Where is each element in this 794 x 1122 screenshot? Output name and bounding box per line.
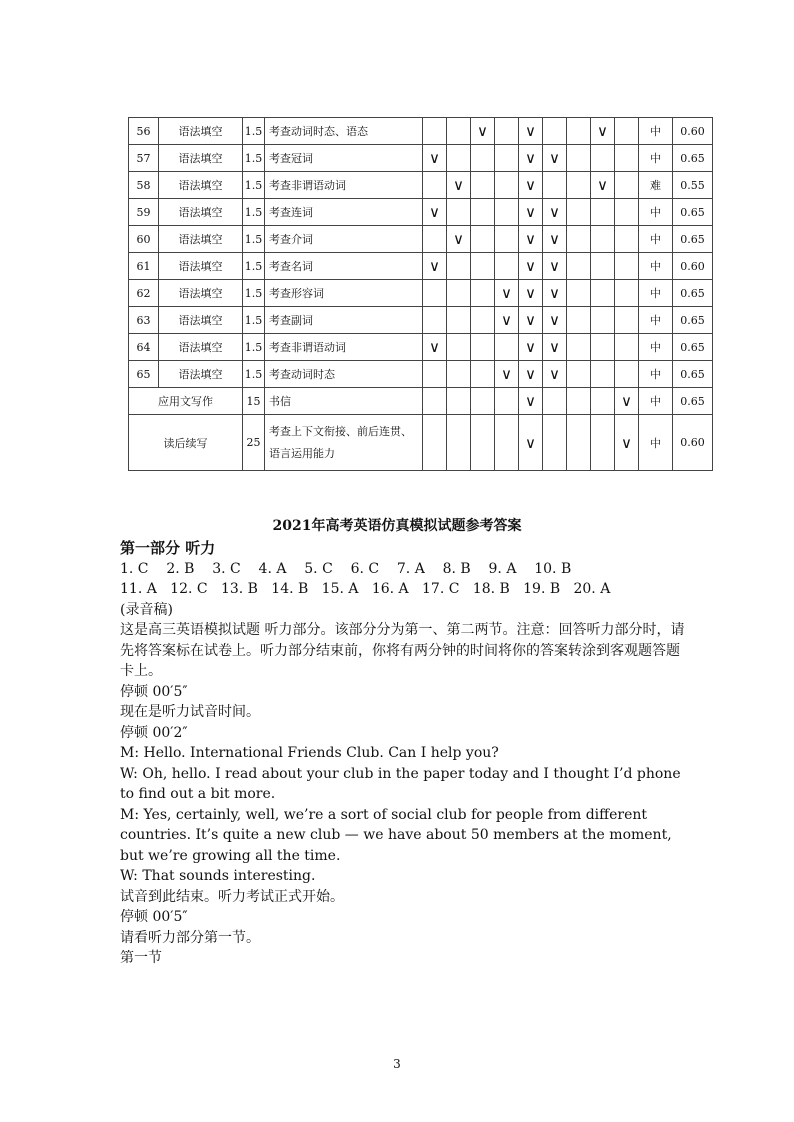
tick-mark: ∨ — [543, 280, 567, 307]
transcript-line: 现在是听力试音时间。 — [120, 704, 260, 720]
question-type: 语法填空 — [159, 307, 243, 334]
difficulty-level: 中 — [639, 388, 673, 415]
empty-cell — [471, 280, 495, 307]
question-score: 1.5 — [243, 280, 265, 307]
table-row — [129, 226, 713, 253]
empty-cell — [591, 253, 615, 280]
difficulty-value: 0.60 — [673, 415, 713, 471]
question-number: 56 — [129, 118, 159, 145]
tick-mark: ∨ — [519, 145, 543, 172]
empty-cell — [591, 280, 615, 307]
empty-cell — [447, 253, 471, 280]
knowledge-point — [265, 415, 423, 471]
transcript-line: 试音到此结束。听力考试正式开始。 — [120, 888, 344, 905]
knowledge-point: 考查副词 — [265, 307, 423, 334]
question-number: 64 — [129, 334, 159, 361]
question-type: 语法填空 — [159, 118, 243, 145]
transcript-line: 这是高三英语模拟试题 听力部分。该部分分为第一、第二两节。注意：回答听力部分时，请先将答案标在试卷上。听力部分结束前，你将有两分钟的时间将你的答案转涂到客观题答题卡上。 — [120, 622, 685, 679]
empty-cell — [615, 172, 639, 199]
difficulty-level: 难 — [639, 172, 673, 199]
question-score: 15 — [243, 388, 265, 415]
empty-cell — [471, 172, 495, 199]
empty-cell — [423, 280, 447, 307]
transcript-line: M: Yes, certainly, well, we’re a sort of social club for people from different countries. It’s quite a new club — we have about 50 members at the moment, but we’re growing all the time. — [120, 806, 672, 864]
tick-mark: ∨ — [519, 199, 543, 226]
empty-cell — [615, 145, 639, 172]
table-row — [129, 199, 713, 226]
tick-mark: ∨ — [543, 199, 567, 226]
question-type: 读后续写 — [129, 415, 243, 471]
question-score: 1.5 — [243, 307, 265, 334]
empty-cell — [567, 334, 591, 361]
question-type: 应用文写作 — [129, 388, 243, 415]
page-number: 3 — [393, 1057, 401, 1071]
difficulty-value: 0.65 — [673, 280, 713, 307]
question-type: 语法填空 — [159, 226, 243, 253]
answer-row-2: 11. A 12. C 13. B 14. B 15. A 16. A 17. C 18. B 19. B 20. A — [120, 581, 611, 597]
tick-mark: ∨ — [615, 415, 639, 471]
tick-mark: ∨ — [543, 145, 567, 172]
question-score: 1.5 — [243, 253, 265, 280]
difficulty-value: 0.60 — [673, 253, 713, 280]
empty-cell — [495, 118, 519, 145]
empty-cell — [471, 388, 495, 415]
empty-cell — [471, 334, 495, 361]
table-row — [129, 334, 713, 361]
difficulty-value: 0.65 — [673, 388, 713, 415]
empty-cell — [471, 361, 495, 388]
table-row — [129, 415, 713, 471]
difficulty-value: 0.65 — [673, 145, 713, 172]
empty-cell — [567, 415, 591, 471]
difficulty-value: 0.65 — [673, 226, 713, 253]
tick-mark: ∨ — [543, 226, 567, 253]
knowledge-point: 考查介词 — [265, 226, 423, 253]
empty-cell — [615, 226, 639, 253]
empty-cell — [567, 388, 591, 415]
tick-mark: ∨ — [519, 415, 543, 471]
question-type: 语法填空 — [159, 199, 243, 226]
empty-cell — [423, 226, 447, 253]
tick-mark: ∨ — [519, 172, 543, 199]
difficulty-level: 中 — [639, 361, 673, 388]
tick-mark: ∨ — [519, 388, 543, 415]
empty-cell — [495, 388, 519, 415]
empty-cell — [471, 226, 495, 253]
empty-cell — [447, 118, 471, 145]
empty-cell — [423, 361, 447, 388]
question-score: 1.5 — [243, 334, 265, 361]
tick-mark: ∨ — [495, 307, 519, 334]
empty-cell — [471, 199, 495, 226]
question-number: 62 — [129, 280, 159, 307]
tick-mark: ∨ — [423, 145, 447, 172]
empty-cell — [495, 334, 519, 361]
question-type: 语法填空 — [159, 253, 243, 280]
empty-cell — [615, 199, 639, 226]
question-score: 25 — [243, 415, 265, 471]
tick-mark: ∨ — [543, 307, 567, 334]
question-score: 1.5 — [243, 199, 265, 226]
empty-cell — [591, 415, 615, 471]
knowledge-point: 考查动词时态、语态 — [265, 118, 423, 145]
knowledge-point-line: 考查上下文衔接、前后连贯、 — [269, 424, 412, 438]
knowledge-point: 考查非谓语动词 — [265, 334, 423, 361]
tick-mark: ∨ — [447, 226, 471, 253]
empty-cell — [567, 172, 591, 199]
question-number: 58 — [129, 172, 159, 199]
empty-cell — [615, 334, 639, 361]
table-row — [129, 145, 713, 172]
table-row — [129, 388, 713, 415]
empty-cell — [447, 307, 471, 334]
difficulty-level: 中 — [639, 145, 673, 172]
difficulty-level: 中 — [639, 226, 673, 253]
empty-cell — [615, 118, 639, 145]
empty-cell — [567, 145, 591, 172]
question-type: 语法填空 — [159, 172, 243, 199]
table-row — [129, 253, 713, 280]
question-type: 语法填空 — [159, 361, 243, 388]
tick-mark: ∨ — [519, 226, 543, 253]
question-number: 57 — [129, 145, 159, 172]
empty-cell — [495, 172, 519, 199]
knowledge-point: 书信 — [265, 388, 423, 415]
empty-cell — [423, 388, 447, 415]
empty-cell — [615, 280, 639, 307]
empty-cell — [423, 307, 447, 334]
empty-cell — [471, 253, 495, 280]
table-row — [129, 118, 713, 145]
empty-cell — [567, 199, 591, 226]
table-row — [129, 172, 713, 199]
difficulty-value: 0.55 — [673, 172, 713, 199]
question-number: 61 — [129, 253, 159, 280]
empty-cell — [567, 361, 591, 388]
question-type: 语法填空 — [159, 334, 243, 361]
tick-mark: ∨ — [519, 307, 543, 334]
empty-cell — [471, 415, 495, 471]
section-heading: 第一部分 听力 — [120, 539, 216, 557]
empty-cell — [591, 226, 615, 253]
tick-mark: ∨ — [519, 334, 543, 361]
empty-cell — [591, 199, 615, 226]
doc-title: 2021年高考英语仿真模拟试题参考答案 — [272, 518, 522, 534]
empty-cell — [567, 307, 591, 334]
knowledge-point: 考查非谓语动词 — [265, 172, 423, 199]
tick-mark: ∨ — [471, 118, 495, 145]
question-type: 语法填空 — [159, 280, 243, 307]
empty-cell — [447, 361, 471, 388]
empty-cell — [591, 145, 615, 172]
tick-mark: ∨ — [543, 253, 567, 280]
empty-cell — [615, 307, 639, 334]
difficulty-level: 中 — [639, 334, 673, 361]
tick-mark: ∨ — [519, 118, 543, 145]
empty-cell — [591, 307, 615, 334]
empty-cell — [543, 172, 567, 199]
tick-mark: ∨ — [543, 361, 567, 388]
empty-cell — [471, 145, 495, 172]
difficulty-value: 0.65 — [673, 334, 713, 361]
difficulty-level: 中 — [639, 253, 673, 280]
empty-cell — [567, 118, 591, 145]
empty-cell — [495, 226, 519, 253]
analysis-table — [128, 117, 713, 471]
empty-cell — [495, 253, 519, 280]
tick-mark: ∨ — [519, 361, 543, 388]
tick-mark: ∨ — [591, 118, 615, 145]
difficulty-value: 0.60 — [673, 118, 713, 145]
empty-cell — [567, 253, 591, 280]
difficulty-level: 中 — [639, 199, 673, 226]
tick-mark: ∨ — [495, 280, 519, 307]
empty-cell — [615, 361, 639, 388]
tick-mark: ∨ — [423, 253, 447, 280]
empty-cell — [423, 172, 447, 199]
question-score: 1.5 — [243, 145, 265, 172]
empty-cell — [495, 199, 519, 226]
question-score: 1.5 — [243, 361, 265, 388]
tick-mark: ∨ — [495, 361, 519, 388]
knowledge-point: 考查冠词 — [265, 145, 423, 172]
question-score: 1.5 — [243, 118, 265, 145]
table-row — [129, 280, 713, 307]
empty-cell — [447, 388, 471, 415]
answer-body — [120, 538, 690, 969]
empty-cell — [495, 415, 519, 471]
knowledge-point: 考查形容词 — [265, 280, 423, 307]
transcript-line: 第一节 — [120, 950, 162, 966]
tick-mark: ∨ — [423, 199, 447, 226]
empty-cell — [447, 199, 471, 226]
transcript-line: W: That sounds interesting. — [120, 868, 316, 884]
tick-mark: ∨ — [423, 334, 447, 361]
difficulty-level: 中 — [639, 118, 673, 145]
difficulty-level: 中 — [639, 415, 673, 471]
difficulty-level: 中 — [639, 307, 673, 334]
transcript-line: M: Hello. International Friends Club. Can I help you? — [120, 745, 499, 761]
transcript-line: 停顿 00′5″ — [120, 909, 188, 925]
transcript-line: 停顿 00′5″ — [120, 683, 188, 700]
transcript-line: 停顿 00′2″ — [120, 724, 188, 741]
tick-mark: ∨ — [519, 253, 543, 280]
difficulty-level: 中 — [639, 280, 673, 307]
question-number: 65 — [129, 361, 159, 388]
knowledge-point: 考查动词时态 — [265, 361, 423, 388]
empty-cell — [543, 388, 567, 415]
transcript-line: 请看听力部分第一节。 — [120, 929, 260, 946]
question-type: 语法填空 — [159, 145, 243, 172]
empty-cell — [423, 415, 447, 471]
tick-mark: ∨ — [447, 172, 471, 199]
empty-cell — [447, 145, 471, 172]
empty-cell — [591, 361, 615, 388]
empty-cell — [591, 334, 615, 361]
difficulty-value: 0.65 — [673, 199, 713, 226]
knowledge-point-line: 语言运用能力 — [269, 446, 335, 460]
table-row — [129, 307, 713, 334]
empty-cell — [447, 334, 471, 361]
tick-mark: ∨ — [591, 172, 615, 199]
question-number: 63 — [129, 307, 159, 334]
empty-cell — [447, 415, 471, 471]
knowledge-point: 考查名词 — [265, 253, 423, 280]
empty-cell — [591, 388, 615, 415]
tick-mark: ∨ — [519, 280, 543, 307]
transcript-line: W: Oh, hello. I read about your club in the paper today and I thought I’d phone to find out a bit more. — [120, 765, 681, 802]
difficulty-value: 0.65 — [673, 307, 713, 334]
empty-cell — [543, 118, 567, 145]
empty-cell — [471, 307, 495, 334]
empty-cell — [423, 118, 447, 145]
empty-cell — [567, 280, 591, 307]
transcript-line: (录音稿) — [120, 601, 173, 618]
empty-cell — [567, 226, 591, 253]
knowledge-point: 考查连词 — [265, 199, 423, 226]
empty-cell — [543, 415, 567, 471]
empty-cell — [495, 145, 519, 172]
tick-mark: ∨ — [543, 334, 567, 361]
question-number: 60 — [129, 226, 159, 253]
answer-row-1: 1. C 2. B 3. C 4. A 5. C 6. C 7. A 8. B 9. A 10. B — [120, 560, 572, 577]
difficulty-value: 0.65 — [673, 361, 713, 388]
table-row — [129, 361, 713, 388]
question-score: 1.5 — [243, 172, 265, 199]
empty-cell — [615, 253, 639, 280]
question-number: 59 — [129, 199, 159, 226]
tick-mark: ∨ — [615, 388, 639, 415]
question-score: 1.5 — [243, 226, 265, 253]
empty-cell — [447, 280, 471, 307]
